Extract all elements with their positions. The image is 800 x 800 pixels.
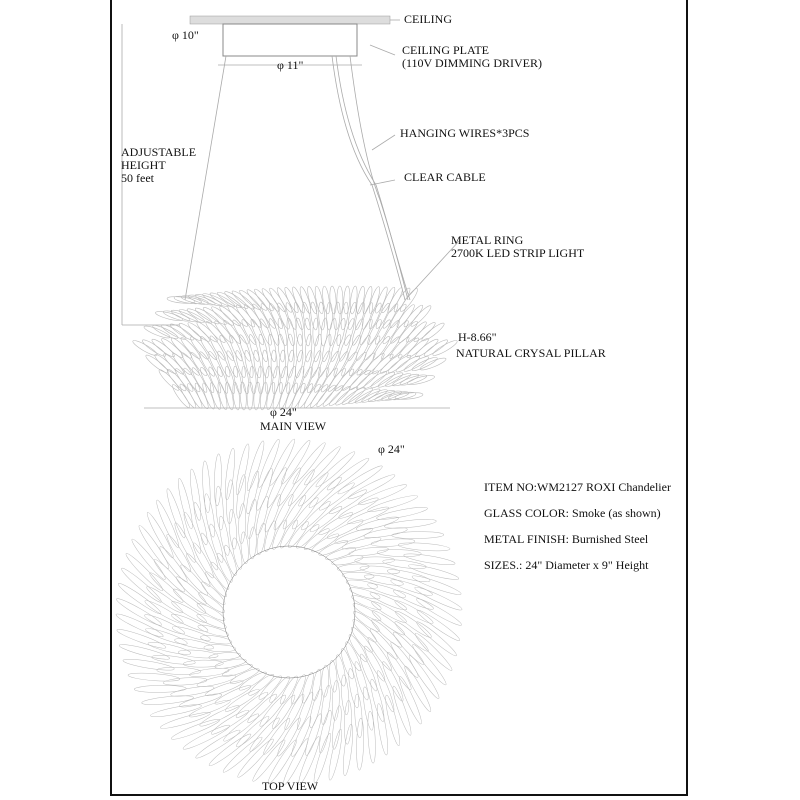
crystal-pillar — [319, 367, 339, 394]
crystal-pillar — [415, 596, 464, 628]
crystal-pillar — [392, 531, 444, 539]
crystal-pillar — [221, 735, 264, 775]
crystal-pillar — [410, 642, 448, 687]
crystal-pillar — [267, 334, 277, 363]
crystal-pillar — [259, 382, 269, 411]
crystal-pillar — [340, 675, 350, 715]
crystal-pillar — [183, 660, 223, 668]
top-diameter-label: φ 24" — [378, 442, 405, 456]
crystal-pillar — [115, 596, 164, 628]
crystal-pillar — [188, 698, 232, 720]
main-diameter-label: φ 24" — [270, 405, 297, 419]
crystal-pillar — [283, 286, 301, 314]
crystal-pillar — [348, 368, 373, 392]
crystal-pillar — [329, 286, 337, 314]
crystal-pillar — [129, 537, 167, 582]
crystal-pillar — [258, 366, 264, 394]
crystal-pillar — [252, 350, 262, 379]
adjustable-label: ADJUSTABLE — [121, 145, 197, 159]
crystal-pillar — [342, 572, 374, 580]
crystal-pillar — [253, 382, 261, 410]
top-view-crystals — [115, 438, 464, 787]
crystal-pillar-label: NATURAL CRYSAL PILLAR — [456, 346, 606, 360]
crystal-pillar — [170, 717, 221, 742]
crystal-pillar — [228, 509, 238, 549]
crystal-pillar — [244, 470, 261, 514]
crystal-pillar — [313, 334, 323, 363]
crystal-pillar — [257, 693, 288, 728]
crystal-pillar — [306, 286, 319, 315]
crystal-pillar — [371, 538, 415, 548]
crystal-pillar — [171, 624, 211, 643]
crystal-pillar — [327, 729, 345, 781]
crystal-pillar — [279, 350, 286, 378]
crystal-pillar — [204, 644, 236, 652]
crystal-pillar — [118, 642, 170, 662]
spec-item-no: ITEM NO:WM2127 ROXI Chandelier — [484, 480, 671, 494]
spec-metal-finish: METAL FINISH: Burnished Steel — [484, 532, 649, 546]
crystal-pillar — [302, 526, 331, 552]
ceiling-plate-label: CEILING PLATE — [402, 43, 489, 57]
crystal-pillar — [159, 710, 211, 731]
crystal-pillar — [292, 366, 306, 394]
crystal-pillar — [335, 318, 347, 347]
crystal-pillar — [144, 511, 175, 560]
crystal-pillar — [119, 566, 163, 605]
height-label: HEIGHT — [121, 158, 166, 172]
height-value-label: 50 feet — [121, 171, 154, 185]
crystal-pillar — [215, 366, 230, 394]
crystal-pillar — [311, 732, 333, 784]
crystal-pillar — [234, 443, 252, 495]
crystal-pillar — [247, 382, 253, 410]
main-view-title: MAIN VIEW — [260, 419, 327, 433]
crystal-pillar — [170, 684, 215, 698]
crystal-pillar — [203, 493, 217, 538]
crystal-pillar — [131, 338, 158, 357]
crystal-pillar — [367, 581, 407, 600]
crystal-pillar — [170, 599, 208, 625]
ceiling-label: CEILING — [404, 12, 452, 26]
crystal-pillar — [223, 448, 236, 500]
crystal-pillar — [377, 549, 421, 557]
crystal-pillar — [143, 324, 171, 340]
crystal-pillar — [226, 480, 234, 524]
body-height-label: H-8.66" — [458, 330, 497, 344]
crystal-pillar — [361, 686, 375, 731]
crystal-pillar — [235, 737, 276, 780]
crystal-pillar — [415, 619, 459, 658]
crystal-pillar — [363, 526, 408, 540]
crystal-pillar — [201, 461, 211, 513]
crystal-pillar — [294, 522, 321, 550]
crystal-pillar — [163, 676, 207, 686]
crystal-pillar — [349, 625, 375, 654]
ceiling-plate — [223, 24, 357, 56]
ceiling-hatch — [190, 16, 390, 24]
crystal-pillar — [328, 318, 338, 347]
crystal-pillar — [382, 558, 427, 571]
crystal-pillar — [247, 672, 276, 698]
crystal-pillar — [134, 685, 186, 693]
crystal-pillar — [148, 570, 186, 604]
plate-width-label: φ 11" — [277, 58, 304, 72]
dimension-lines — [122, 20, 460, 408]
crystal-pillar — [370, 599, 408, 625]
top-view-title: TOP VIEW — [262, 779, 319, 793]
crystal-pillar — [147, 640, 191, 657]
crystal-pillar — [393, 619, 431, 653]
crystal-pillar — [144, 353, 170, 375]
crystal-pillar — [343, 318, 356, 347]
crystal-pillar — [290, 441, 327, 486]
crystal-pillar — [199, 580, 227, 607]
crystal-pillar — [203, 570, 229, 599]
crystal-pillar — [290, 496, 321, 531]
crystal-pillar — [191, 541, 217, 579]
crystal-pillar — [314, 449, 357, 489]
crystal-pillar — [398, 541, 450, 552]
crystal-pillar — [257, 674, 284, 702]
crystal-pillar — [188, 468, 203, 520]
crystal-pillar — [402, 303, 425, 328]
crystal-pillar — [341, 724, 354, 776]
crystal-pillar — [128, 672, 180, 683]
plate-diameter-label: φ 10" — [172, 28, 199, 42]
crystal-pillar — [386, 567, 430, 584]
crystal-pillar — [351, 617, 379, 644]
crystal-pillar — [245, 440, 267, 492]
crystal-pillar — [362, 644, 388, 682]
crystal-pillar — [317, 709, 334, 753]
crystal-pillar — [347, 351, 368, 377]
crystal-pillar — [357, 482, 408, 507]
crystal-pillar — [346, 504, 390, 526]
crystal-pillar — [413, 584, 463, 612]
metal-ring-label: METAL RING — [451, 233, 524, 247]
crystal-pillar — [264, 366, 272, 394]
crystal-pillar — [115, 611, 165, 639]
crystal-pillar — [234, 350, 247, 379]
crystal-pillar — [402, 664, 433, 713]
crystal-pillar — [170, 383, 191, 409]
crystal-pillar — [408, 562, 460, 582]
hanging-wires-label: HANGING WIRES*3PCS — [400, 126, 530, 140]
led-strip-label: 2700K LED STRIP LIGHT — [451, 246, 585, 260]
crystal-pillar — [395, 392, 423, 401]
spec-sizes: SIZES.: 24" Diameter x 9" Height — [484, 558, 649, 572]
crystal-pillar — [367, 493, 419, 514]
crystal-pillar — [343, 286, 351, 314]
crystal-pillar — [296, 471, 330, 509]
crystal-pillar — [250, 738, 287, 783]
crystal-pillar — [302, 444, 343, 487]
main-view-crystals — [131, 286, 458, 411]
crystal-pillar — [398, 287, 419, 313]
crystal-pillar — [375, 703, 390, 755]
crystal-pillar — [419, 356, 447, 372]
crystal-pillar — [247, 716, 281, 754]
crystal-pillar — [281, 493, 309, 530]
crystal-pillar — [355, 557, 395, 565]
metal-ring — [223, 546, 355, 678]
spec-glass-color: GLASS COLOR: Smoke (as shown) — [484, 506, 661, 520]
crystal-pillar — [287, 334, 294, 362]
crystal-pillar — [321, 286, 331, 315]
crystal-pillar — [431, 338, 458, 357]
crystal-pillar — [270, 693, 298, 730]
crystal-pillar — [356, 718, 365, 770]
ceiling-plate-sub-label: (110V DIMMING DRIVER) — [402, 56, 542, 70]
crystal-pillar — [344, 700, 352, 744]
crystal-pillar — [367, 711, 377, 763]
crystal-pillar — [214, 454, 223, 506]
clear-cable-label: CLEAR CABLE — [404, 170, 486, 184]
crystal-pillar — [157, 667, 201, 675]
crystal-pillar — [151, 653, 196, 666]
